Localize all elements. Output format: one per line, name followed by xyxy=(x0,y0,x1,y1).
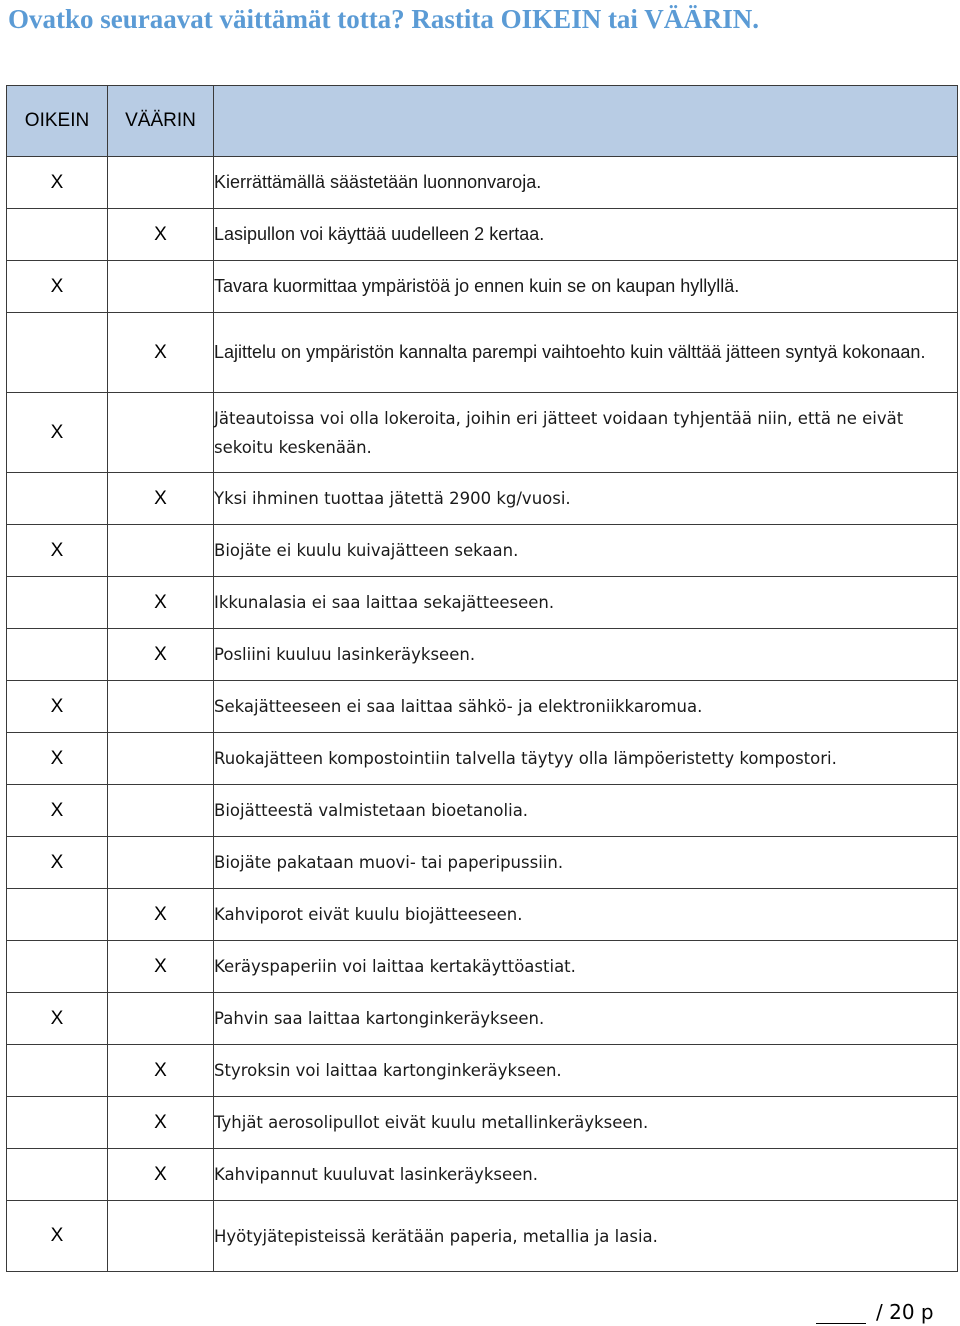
table-row xyxy=(7,313,958,393)
statement-text: Biojätteestä valmistetaan bioetanolia. xyxy=(214,785,958,837)
table-row xyxy=(7,473,958,525)
statement-text: Jäteautoissa voi olla lokeroita, joihin eri jätteet voidaan tyhjentää niin, että ne eivät sekoitu keskenään. xyxy=(214,393,958,473)
statement-text: Styroksin voi laittaa kartonginkeräykseen. xyxy=(214,1045,958,1097)
correct-cell[interactable] xyxy=(7,941,108,993)
true-false-table xyxy=(6,85,958,1272)
wrong-cell[interactable] xyxy=(108,785,214,837)
correct-cell[interactable] xyxy=(7,1149,108,1201)
score-blank-line[interactable] xyxy=(816,1305,866,1324)
correct-cell[interactable] xyxy=(7,577,108,629)
wrong-cell[interactable] xyxy=(108,525,214,577)
correct-cell[interactable]: X xyxy=(7,681,108,733)
wrong-cell[interactable]: X xyxy=(108,941,214,993)
correct-cell[interactable] xyxy=(7,889,108,941)
statement-text: Keräyspaperiin voi laittaa kertakäyttöastiat. xyxy=(214,941,958,993)
wrong-cell[interactable]: X xyxy=(108,889,214,941)
wrong-cell[interactable] xyxy=(108,393,214,473)
statement-text: Tavara kuormittaa ympäristöä jo ennen kuin se on kaupan hyllyllä. xyxy=(214,261,958,313)
wrong-cell[interactable]: X xyxy=(108,1097,214,1149)
wrong-cell[interactable]: X xyxy=(108,1045,214,1097)
wrong-cell[interactable] xyxy=(108,261,214,313)
correct-cell[interactable] xyxy=(7,313,108,393)
correct-cell[interactable] xyxy=(7,629,108,681)
statement-text: Lasipullon voi käyttää uudelleen 2 kertaa. xyxy=(214,209,958,261)
statement-text: Biojäte pakataan muovi- tai paperipussiin. xyxy=(214,837,958,889)
table-row xyxy=(7,993,958,1045)
wrong-cell[interactable] xyxy=(108,157,214,209)
wrong-cell[interactable]: X xyxy=(108,577,214,629)
table-row xyxy=(7,525,958,577)
correct-cell[interactable] xyxy=(7,1097,108,1149)
wrong-cell[interactable]: X xyxy=(108,629,214,681)
table-row xyxy=(7,837,958,889)
statement-text: Lajittelu on ympäristön kannalta parempi vaihtoehto kuin välttää jätteen syntyä kokonaan. xyxy=(214,313,958,393)
correct-cell[interactable] xyxy=(7,473,108,525)
table-row xyxy=(7,209,958,261)
wrong-cell[interactable] xyxy=(108,681,214,733)
statement-text: Pahvin saa laittaa kartonginkeräykseen. xyxy=(214,993,958,1045)
table-row xyxy=(7,1045,958,1097)
wrong-cell[interactable] xyxy=(108,733,214,785)
table-row xyxy=(7,941,958,993)
table-row xyxy=(7,157,958,209)
wrong-cell[interactable]: X xyxy=(108,1149,214,1201)
statement-text: Kahvipannut kuuluvat lasinkeräykseen. xyxy=(214,1149,958,1201)
correct-cell[interactable]: X xyxy=(7,993,108,1045)
wrong-cell[interactable]: X xyxy=(108,473,214,525)
statement-text: Ikkunalasia ei saa laittaa sekajätteeseen. xyxy=(214,577,958,629)
score-field xyxy=(816,1300,934,1324)
table-row xyxy=(7,889,958,941)
table-header-row xyxy=(7,86,958,157)
statement-text: Biojäte ei kuulu kuivajätteen sekaan. xyxy=(214,525,958,577)
header-statement xyxy=(214,86,958,157)
statement-text: Posliini kuuluu lasinkeräykseen. xyxy=(214,629,958,681)
correct-cell[interactable]: X xyxy=(7,733,108,785)
header-correct: OIKEIN xyxy=(7,86,108,157)
statement-text: Tyhjät aerosolipullot eivät kuulu metallinkeräykseen. xyxy=(214,1097,958,1149)
table-row xyxy=(7,393,958,473)
correct-cell[interactable]: X xyxy=(7,837,108,889)
statement-text: Ruokajätteen kompostointiin talvella täytyy olla lämpöeristetty kompostori. xyxy=(214,733,958,785)
correct-cell[interactable] xyxy=(7,209,108,261)
correct-cell[interactable] xyxy=(7,1045,108,1097)
correct-cell[interactable]: X xyxy=(7,261,108,313)
table-row xyxy=(7,1097,958,1149)
score-total: / 20 p xyxy=(876,1300,934,1324)
table-row xyxy=(7,681,958,733)
table-row xyxy=(7,629,958,681)
header-wrong: VÄÄRIN xyxy=(108,86,214,157)
wrong-cell[interactable] xyxy=(108,1201,214,1272)
statement-text: Hyötyjätepisteissä kerätään paperia, metallia ja lasia. xyxy=(214,1201,958,1272)
statement-text: Kahviporot eivät kuulu biojätteeseen. xyxy=(214,889,958,941)
table-row xyxy=(7,1201,958,1272)
table-row xyxy=(7,577,958,629)
page-title: Ovatko seuraavat väittämät totta? Rastita OIKEIN tai VÄÄRIN. xyxy=(8,4,759,34)
wrong-cell[interactable] xyxy=(108,837,214,889)
table-row xyxy=(7,1149,958,1201)
statement-text: Sekajätteeseen ei saa laittaa sähkö- ja elektroniikkaromua. xyxy=(214,681,958,733)
correct-cell[interactable]: X xyxy=(7,525,108,577)
table-row xyxy=(7,733,958,785)
table-row xyxy=(7,261,958,313)
correct-cell[interactable]: X xyxy=(7,393,108,473)
wrong-cell[interactable]: X xyxy=(108,209,214,261)
table-row xyxy=(7,785,958,837)
statement-text: Yksi ihminen tuottaa jätettä 2900 kg/vuosi. xyxy=(214,473,958,525)
statement-text: Kierrättämällä säästetään luonnonvaroja. xyxy=(214,157,958,209)
correct-cell[interactable]: X xyxy=(7,785,108,837)
wrong-cell[interactable] xyxy=(108,993,214,1045)
correct-cell[interactable]: X xyxy=(7,157,108,209)
wrong-cell[interactable]: X xyxy=(108,313,214,393)
correct-cell[interactable]: X xyxy=(7,1201,108,1272)
